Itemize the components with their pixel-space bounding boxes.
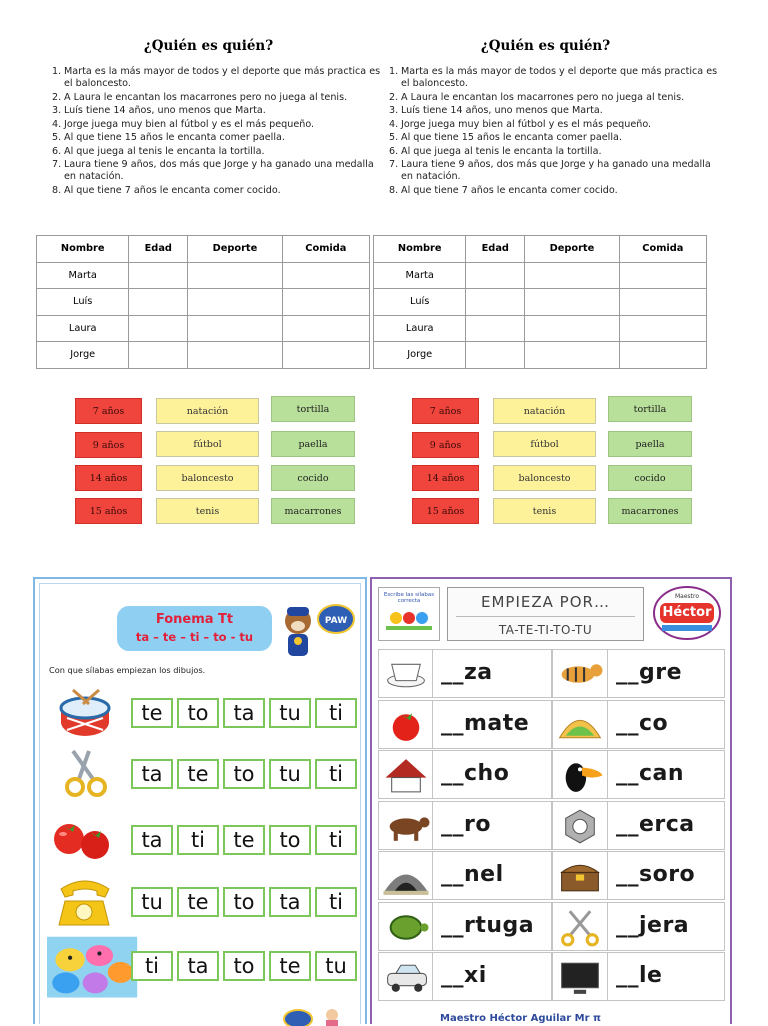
- syllable-option[interactable]: te: [177, 887, 219, 917]
- word-fragment: __mate: [441, 710, 530, 736]
- tiger-picture-cell: [552, 649, 608, 698]
- tiger-icon: [553, 650, 607, 697]
- word-fragment-cell[interactable]: [432, 902, 552, 951]
- taco-picture-cell: [552, 700, 608, 749]
- food-card[interactable]: cocido: [271, 465, 355, 491]
- syllable-option[interactable]: te: [223, 825, 265, 855]
- clue: 6. Al que juega al tenis le encanta la tortilla.: [52, 145, 265, 157]
- cutout-cards: [75, 396, 355, 517]
- clue: 5. Al que tiene 15 años le encanta comer paella.: [52, 132, 285, 144]
- table-header: Deporte: [188, 236, 283, 263]
- clue: 6. Al que juega al tenis le encanta la tortilla.: [389, 145, 602, 157]
- syllable-option[interactable]: ta: [223, 698, 265, 728]
- table-header: Nombre: [37, 236, 129, 263]
- word-fragment-cell[interactable]: [607, 952, 725, 1001]
- sport-card[interactable]: tenis: [493, 498, 596, 524]
- word-fragment: __le: [616, 963, 663, 988]
- syllable-option[interactable]: tu: [269, 698, 311, 728]
- television-icon: [553, 953, 607, 1000]
- age-card[interactable]: 7 años: [412, 398, 479, 424]
- svg-text:PAW: PAW: [324, 616, 348, 626]
- puzzle-title: ¿Quién es quién?: [143, 38, 274, 54]
- empieza-title-box: [447, 587, 644, 641]
- table-header: Comida: [282, 236, 369, 263]
- roof-picture-cell: [378, 750, 434, 799]
- syllable-option[interactable]: to: [177, 698, 219, 728]
- treasure-icon: [553, 852, 607, 899]
- word-fragment-cell[interactable]: [432, 801, 552, 850]
- word-fragment: __can: [616, 761, 685, 786]
- word-fragment-cell[interactable]: [607, 700, 725, 749]
- fonema-syllables: ta – te – ti – to - tu: [135, 630, 254, 644]
- food-card[interactable]: macarrones: [608, 498, 692, 524]
- food-card[interactable]: cocido: [608, 465, 692, 491]
- syllable-option[interactable]: tu: [315, 951, 357, 981]
- treasure-picture-cell: [552, 851, 608, 900]
- table-row: Jorge: [374, 342, 707, 369]
- syllable-row: [43, 821, 363, 861]
- clue: 3. Luís tiene 14 años, uno menos que Marta.: [389, 105, 603, 117]
- clue-list: [52, 66, 381, 197]
- answer-table: [36, 235, 370, 369]
- clue: 3. Luís tiene 14 años, uno menos que Marta.: [52, 105, 266, 117]
- clue: 8. Al que tiene 7 años le encanta comer cocido.: [52, 184, 281, 196]
- answer-table: [373, 235, 707, 369]
- fonema-banner: [117, 606, 272, 651]
- cutout-cards: [412, 396, 692, 517]
- word-fragment-cell[interactable]: [607, 649, 725, 698]
- instruction-text: Con que sílabas empiezan los dibujos.: [49, 665, 206, 675]
- instruction-badge: Escribe las sílabas correcta: [378, 587, 440, 641]
- paw-patrol-puppy-icon: [278, 599, 358, 661]
- syllable-row: [43, 883, 363, 923]
- table-row: Laura: [374, 315, 707, 342]
- syllable-row: [43, 694, 363, 734]
- fonema-worksheet: [33, 577, 367, 1024]
- colored-dots-icon: [384, 604, 434, 632]
- age-card[interactable]: 9 años: [412, 432, 479, 458]
- food-card[interactable]: paella: [271, 431, 355, 457]
- clue: 5. Al que tiene 15 años le encanta comer paella.: [389, 132, 622, 144]
- word-fragment-cell[interactable]: [432, 750, 552, 799]
- syllable-row: [43, 947, 363, 987]
- syllable-option[interactable]: tu: [131, 887, 173, 917]
- age-card[interactable]: 14 años: [75, 465, 142, 491]
- clue: 7. Laura tiene 9 años, dos más que Jorge y ha ganado una medalla en natación.: [52, 159, 374, 183]
- syllable-option[interactable]: to: [269, 825, 311, 855]
- word-fragment-cell[interactable]: [432, 851, 552, 900]
- clue-list: [389, 66, 718, 197]
- table-row: Luís: [374, 289, 707, 316]
- syllable-option[interactable]: ta: [131, 825, 173, 855]
- syllable-option[interactable]: ta: [269, 887, 311, 917]
- taxi-icon: [379, 953, 433, 1000]
- age-card[interactable]: 7 años: [75, 398, 142, 424]
- word-fragment: __nel: [441, 862, 504, 887]
- empieza-title: EMPIEZA POR…: [481, 593, 610, 611]
- table-header: Comida: [619, 236, 706, 263]
- sport-card[interactable]: natación: [493, 398, 596, 424]
- fonema-title: Fonema Tt: [155, 612, 234, 627]
- word-fragment-cell[interactable]: [432, 649, 552, 698]
- footer-characters-icon: [280, 1007, 350, 1026]
- taco-icon: [553, 701, 607, 748]
- syllable-option[interactable]: to: [223, 887, 265, 917]
- table-row: Marta: [374, 262, 707, 289]
- word-fragment: __gre: [616, 660, 683, 685]
- word-fragment-cell[interactable]: [607, 801, 725, 850]
- word-fragment: __jera: [616, 912, 690, 938]
- table-header: Edad: [129, 236, 188, 263]
- clue: 7. Laura tiene 9 años, dos más que Jorge y ha ganado una medalla en natación.: [389, 159, 711, 183]
- tomato-icon: [379, 701, 433, 748]
- food-card[interactable]: macarrones: [271, 498, 355, 524]
- word-fragment: __za: [441, 660, 493, 685]
- tunnel-icon: [379, 852, 433, 899]
- scissors-icon: [553, 903, 607, 950]
- clue: 4. Jorge juega muy bien al fútbol y es el más pequeño.: [389, 118, 652, 130]
- syllable-option[interactable]: ta: [131, 759, 173, 789]
- syllable-option[interactable]: tu: [269, 759, 311, 789]
- table-header: Deporte: [525, 236, 620, 263]
- syllable-option[interactable]: ti: [315, 698, 357, 728]
- word-fragment-cell[interactable]: [607, 902, 725, 951]
- sport-card[interactable]: baloncesto: [156, 465, 259, 491]
- word-fragment: __soro: [616, 862, 696, 887]
- taxi-picture-cell: [378, 952, 434, 1001]
- syllable-option[interactable]: ti: [177, 825, 219, 855]
- syllable-option[interactable]: te: [269, 951, 311, 981]
- syllable-option[interactable]: te: [177, 759, 219, 789]
- food-card[interactable]: paella: [608, 431, 692, 457]
- sport-card[interactable]: fútbol: [493, 431, 596, 457]
- syllable-option[interactable]: ti: [131, 951, 173, 981]
- food-card[interactable]: tortilla: [271, 396, 355, 422]
- clue: 1. Marta es la más mayor de todos y el deporte que más practica es el baloncesto.: [52, 66, 381, 90]
- table-row: Jorge: [37, 342, 370, 369]
- scissors-icon: [43, 749, 125, 801]
- syllable-option[interactable]: to: [223, 951, 265, 981]
- bull-icon: [379, 802, 433, 849]
- word-fragment-cell[interactable]: [607, 750, 725, 799]
- empieza-worksheet: [370, 577, 732, 1024]
- puzzle-left: [36, 0, 381, 517]
- syllable-option[interactable]: ta: [177, 951, 219, 981]
- word-fragment-cell[interactable]: [432, 952, 552, 1001]
- word-fragment: __erca: [616, 811, 695, 837]
- clue: 2. A Laura le encantan los macarrones pero no juega al tenis.: [389, 91, 685, 103]
- toucan-picture-cell: [552, 750, 608, 799]
- drum-icon: [43, 688, 125, 740]
- television-picture-cell: [552, 952, 608, 1001]
- age-card[interactable]: 14 años: [412, 465, 479, 491]
- syllable-option[interactable]: ti: [315, 887, 357, 917]
- baby-shark-icon: [47, 935, 133, 993]
- table-row: Luís: [37, 289, 370, 316]
- clue: 4. Jorge juega muy bien al fútbol y es el más pequeño.: [52, 118, 315, 130]
- word-fragment: __rtuga: [441, 912, 535, 938]
- cup-icon: [379, 650, 433, 697]
- maestro-hector-logo: Maestro Héctor: [652, 585, 722, 641]
- turtle-picture-cell: [378, 902, 434, 951]
- age-card[interactable]: 9 años: [75, 432, 142, 458]
- clue: 1. Marta es la más mayor de todos y el deporte que más practica es el baloncesto.: [389, 66, 718, 90]
- cup-picture-cell: [378, 649, 434, 698]
- toucan-icon: [553, 751, 607, 798]
- word-fragment-cell[interactable]: [432, 700, 552, 749]
- syllable-row: [43, 755, 363, 795]
- puzzle-right: [373, 0, 718, 517]
- word-fragment-cell[interactable]: [607, 851, 725, 900]
- age-card[interactable]: 15 años: [75, 498, 142, 524]
- sport-card[interactable]: tenis: [156, 498, 259, 524]
- sport-card[interactable]: natación: [156, 398, 259, 424]
- table-row: Laura: [37, 315, 370, 342]
- syllable-option[interactable]: ti: [315, 759, 357, 789]
- nut-picture-cell: [552, 801, 608, 850]
- clue: 2. A Laura le encantan los macarrones pero no juega al tenis.: [52, 91, 348, 103]
- sport-card[interactable]: baloncesto: [493, 465, 596, 491]
- telephone-icon: [43, 877, 125, 929]
- food-card[interactable]: tortilla: [608, 396, 692, 422]
- tunnel-picture-cell: [378, 851, 434, 900]
- clue: 8. Al que tiene 7 años le encanta comer cocido.: [389, 184, 618, 196]
- table-row: Marta: [37, 262, 370, 289]
- word-fragment: __co: [616, 710, 669, 736]
- syllable-option[interactable]: te: [131, 698, 173, 728]
- word-fragment: __ro: [441, 811, 491, 837]
- word-fragment: __xi: [441, 963, 487, 988]
- turtle-icon: [379, 903, 433, 950]
- empieza-subtitle: TA-TE-TI-TO-TU: [498, 623, 593, 637]
- tomato-picture-cell: [378, 700, 434, 749]
- bull-picture-cell: [378, 801, 434, 850]
- age-card[interactable]: 15 años: [412, 498, 479, 524]
- table-header: Edad: [466, 236, 525, 263]
- roof-icon: [379, 751, 433, 798]
- nut-icon: [553, 802, 607, 849]
- table-header: Nombre: [374, 236, 466, 263]
- syllable-option[interactable]: ti: [315, 825, 357, 855]
- puzzle-title: ¿Quién es quién?: [480, 38, 611, 54]
- footer-credit: Maestro Héctor Aguilar Mr π: [440, 1013, 601, 1024]
- syllable-option[interactable]: to: [223, 759, 265, 789]
- tomatoes-icon: [43, 815, 125, 867]
- scissors-picture-cell: [552, 902, 608, 951]
- word-fragment: __cho: [441, 761, 510, 786]
- sport-card[interactable]: fútbol: [156, 431, 259, 457]
